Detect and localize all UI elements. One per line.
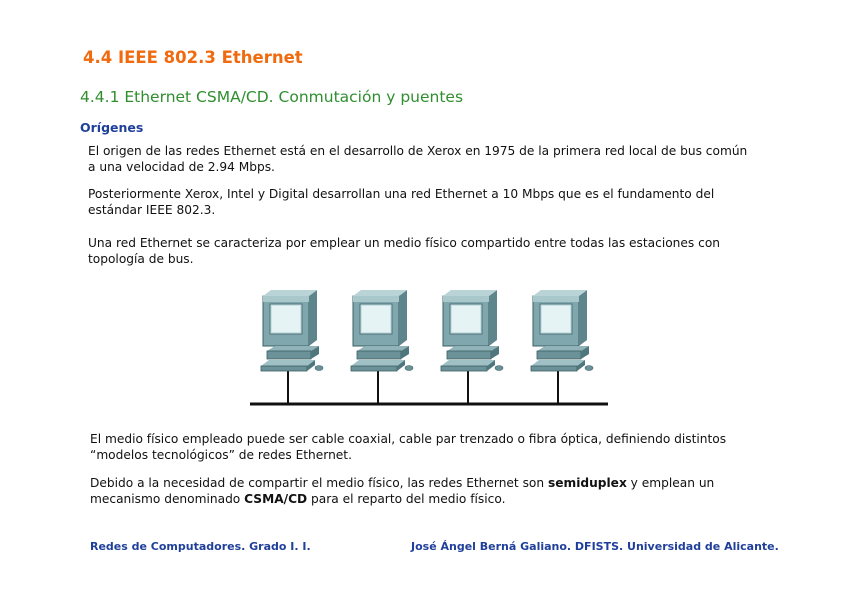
paragraph-shared-medium [88, 235, 778, 267]
footer-course: Redes de Computadores. Grado I. I. [90, 540, 311, 553]
paragraph-line [90, 491, 780, 507]
page-subtitle: 4.4.1 Ethernet CSMA/CD. Conmutación y puentes [80, 88, 464, 106]
page-title: 4.4 IEEE 802.3 Ethernet [83, 48, 303, 67]
paragraph-line: Una red Ethernet se caracteriza por emplear un medio físico compartido entre todas las estaciones con [88, 236, 721, 250]
desktop-computer-icon [351, 290, 413, 371]
paragraph-line: estándar IEEE 802.3. [88, 203, 216, 217]
desktop-computer-icon [531, 290, 593, 371]
paragraph-origin [88, 143, 778, 175]
paragraph-line: a una velocidad de 2.94 Mbps. [88, 160, 275, 174]
desktop-computer-icon [441, 290, 503, 371]
text-run: Debido a la necesidad de compartir el medio físico, las redes Ethernet son [90, 476, 548, 490]
bus-topology-diagram [240, 282, 614, 410]
emphasis-csma-cd: CSMA/CD [244, 492, 308, 506]
paragraph-line: Posteriormente Xerox, Intel y Digital desarrollan una red Ethernet a 10 Mbps que es el fundamento del [88, 187, 715, 201]
paragraph-line: topología de bus. [88, 252, 194, 266]
paragraph-line: “modelos tecnológicos” de redes Ethernet. [90, 448, 352, 462]
desktop-computer-icon [261, 290, 323, 371]
paragraph-line: El origen de las redes Ethernet está en el desarrollo de Xerox en 1975 de la primera red local de bus común [88, 144, 748, 158]
paragraph-physical-medium [90, 431, 780, 463]
footer-author: José Ángel Berná Galiano. DFISTS. Universidad de Alicante. [411, 540, 779, 553]
text-run: mecanismo denominado [90, 492, 245, 506]
emphasis-semiduplex: semiduplex [547, 476, 627, 490]
paragraph-csma-cd [90, 475, 780, 507]
text-run: y emplean un [626, 476, 715, 490]
text-run: para el reparto del medio físico. [307, 492, 506, 506]
section-heading: Orígenes [80, 120, 144, 135]
paragraph-line: El medio físico empleado puede ser cable coaxial, cable par trenzado o fibra óptica, definiendo distintos [90, 432, 727, 446]
paragraph-line [90, 475, 780, 491]
paragraph-standard [88, 186, 778, 218]
